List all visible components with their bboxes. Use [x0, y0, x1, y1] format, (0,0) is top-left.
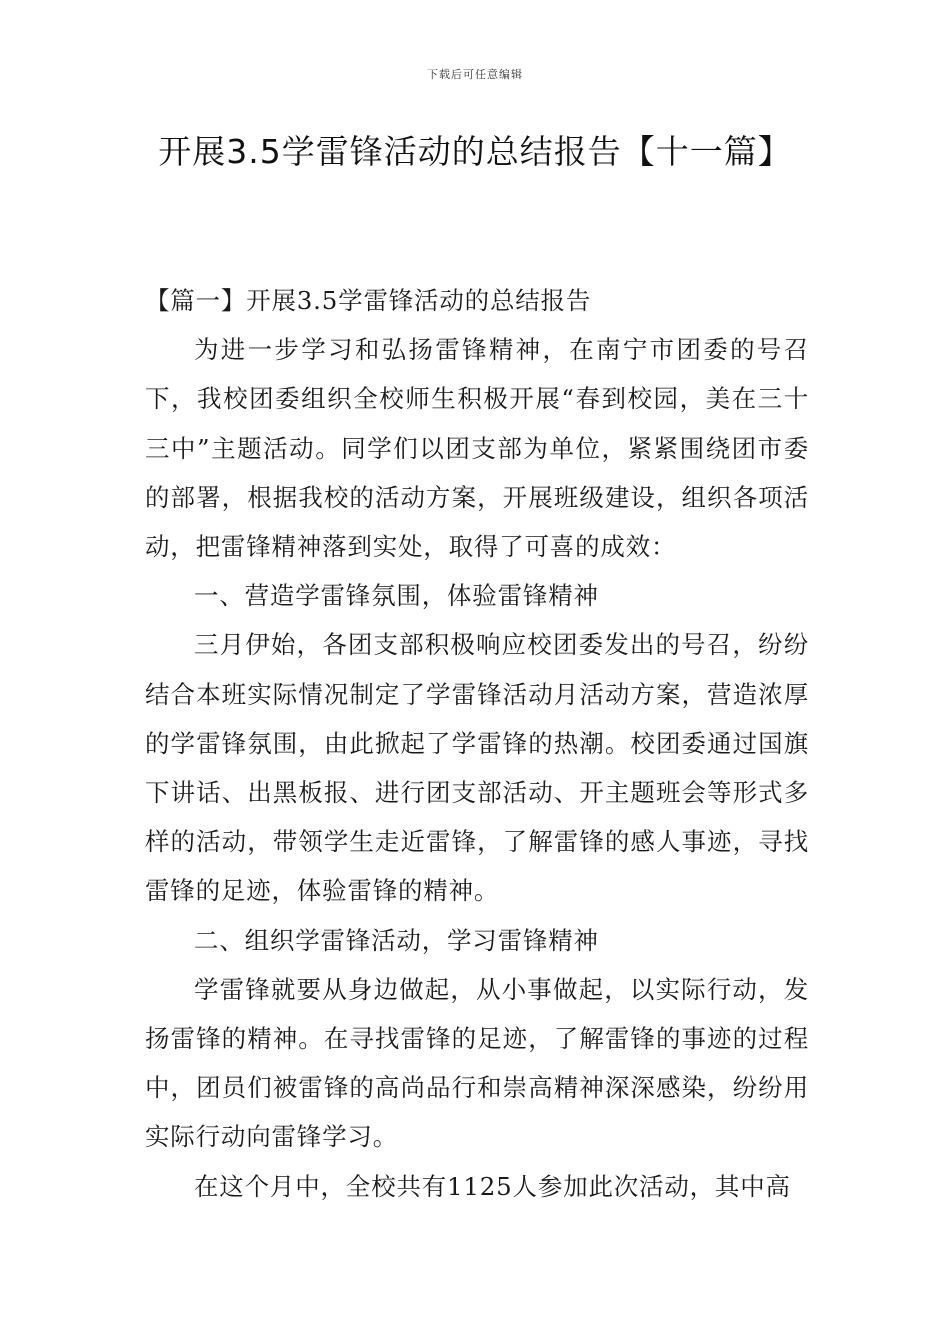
section-heading: 【篇一】开展3.5学雷锋活动的总结报告	[145, 286, 592, 315]
subheading-two: 二、组织学雷锋活动，学习雷锋精神	[194, 925, 599, 955]
paragraph-two: 学雷锋就要从身边做起，从小事做起，以实际行动，发扬雷锋的精神。在寻找雷锋的足迹，了解雷锋的事迹的过程中，团员们被雷锋的高尚品行和崇高精神深深感染，纷纷用实际行动向雷锋学习。	[145, 974, 809, 1152]
paragraph-one: 三月伊始，各团支部积极响应校团委发出的号召，纷纷结合本班实际情况制定了学雷锋活动月活动方案，营造浓厚的学雷锋氛围，由此掀起了学雷锋的热潮。校团委通过国旗下讲话、出黑板报、进行团支部活动、开主题班会等形式多样的活动，带领学生走近雷锋，了解雷锋的感人事迹，寻找雷锋的足迹，体验雷锋的精神。	[145, 630, 809, 906]
subheading-one: 一、营造学雷锋氛围，体验雷锋精神	[194, 581, 599, 611]
paragraph-intro: 为进一步学习和弘扬雷锋精神，在南宁市团委的号召下，我校团委组织全校师生积极开展“春到校园，美在三十三中”主题活动。同学们以团支部为单位，紧紧围绕团市委的部署，根据我校的活动方案，开展班级建设，组织各项活动，把雷锋精神落到实处，取得了可喜的成效：	[145, 335, 809, 562]
document-title: 开展3.5学雷锋活动的总结报告【十一篇】	[158, 132, 792, 171]
header-note: 下载后可任意编辑	[427, 68, 523, 81]
paragraph-three: 在这个月中，全校共有1125人参加此次活动，其中高	[194, 1171, 791, 1201]
document-body	[145, 276, 809, 1211]
